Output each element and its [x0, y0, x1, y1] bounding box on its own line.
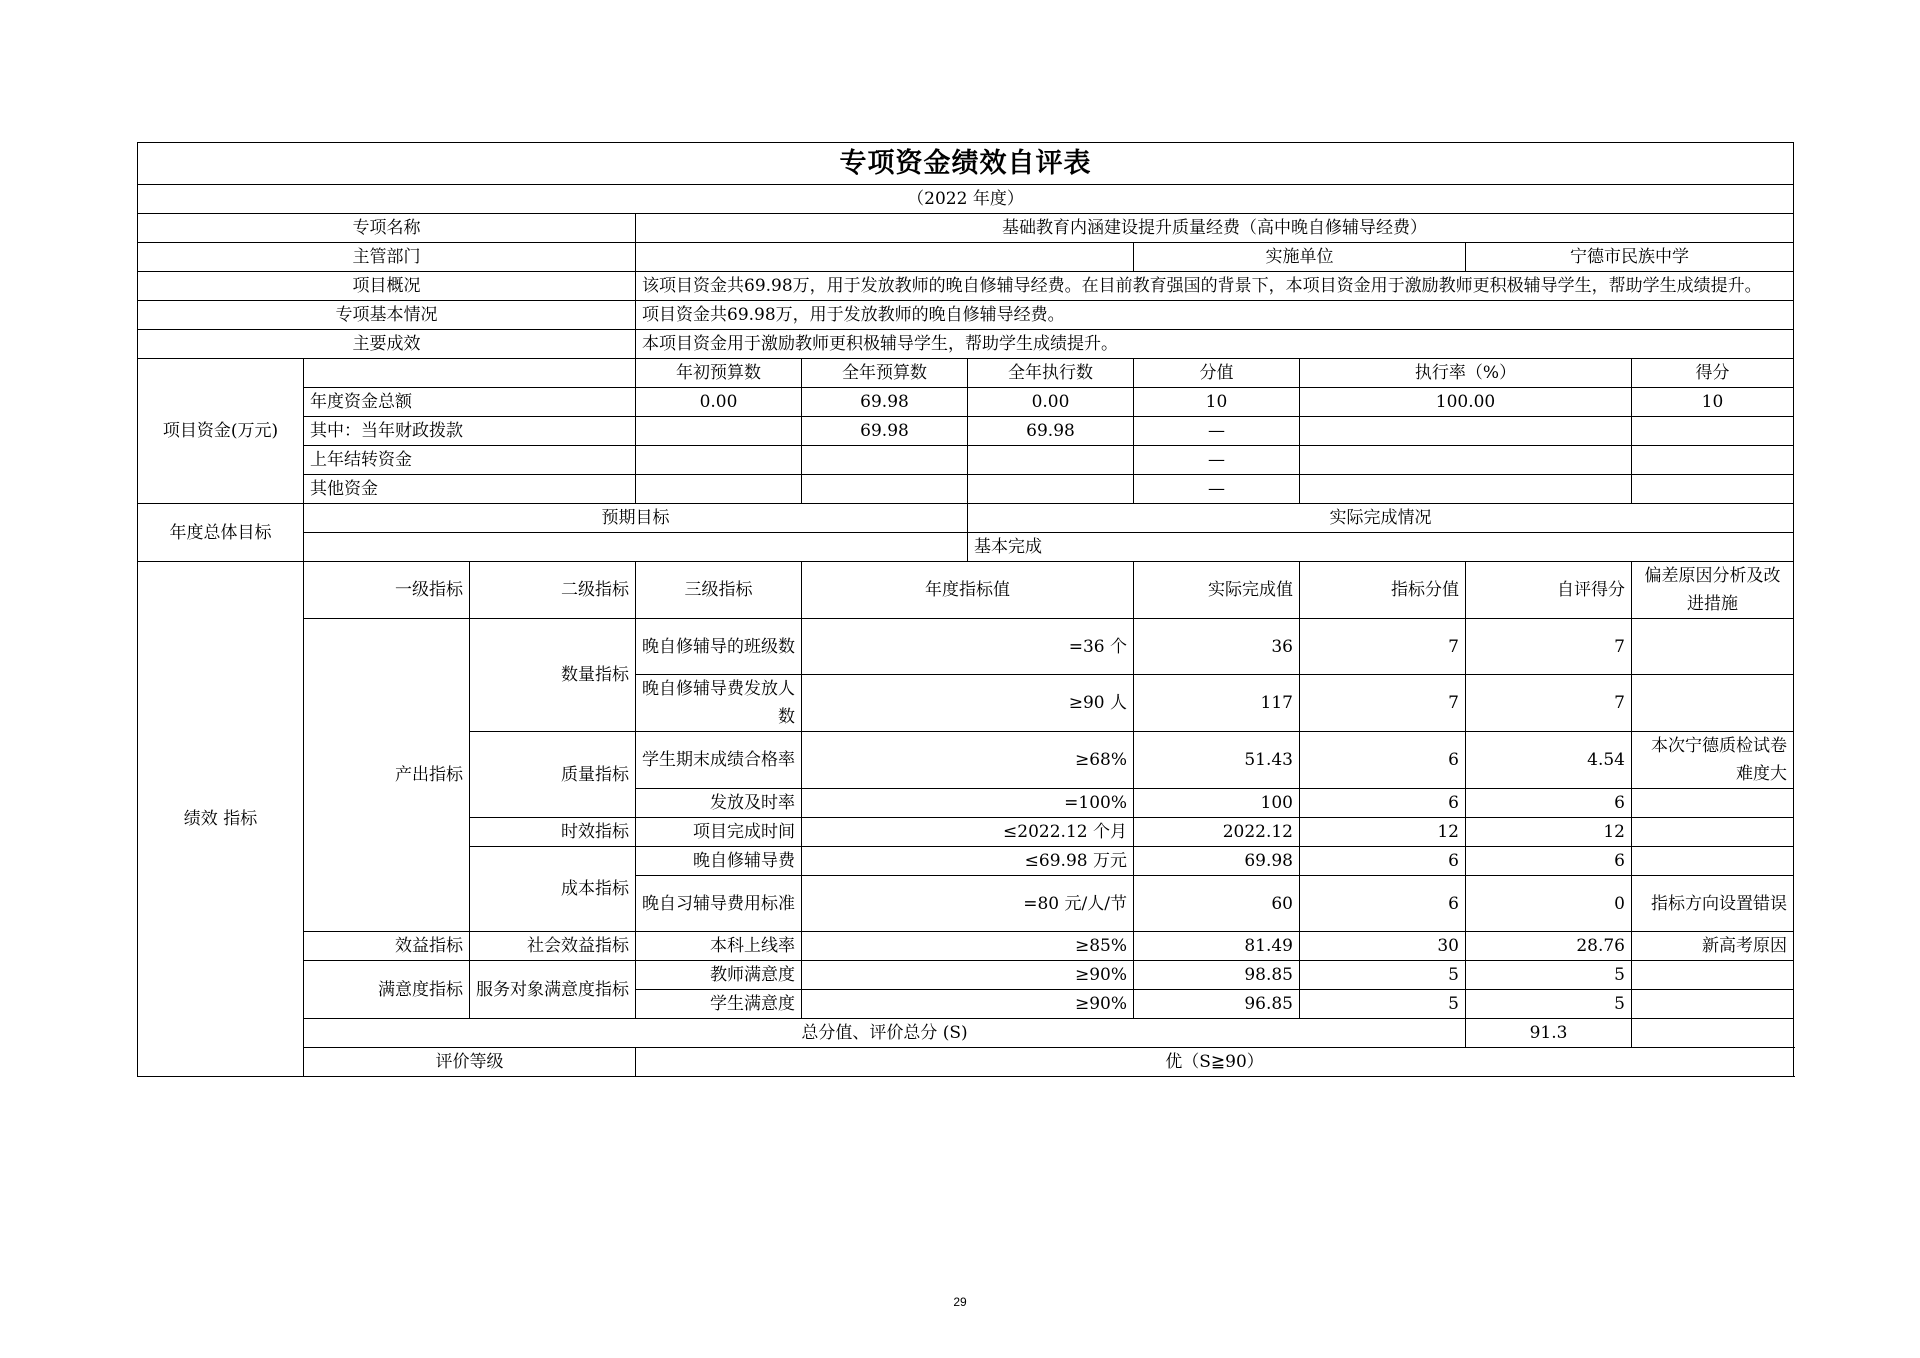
funds-score: 10: [1632, 388, 1794, 417]
funds-annual: 69.98: [802, 388, 968, 417]
funds-col-header: 年初预算数: [636, 359, 802, 388]
funds-annual: [802, 475, 968, 504]
funds-executed: [968, 446, 1134, 475]
indicator-target: ≤69.98 万元: [802, 847, 1134, 876]
funds-header-blank: [304, 359, 636, 388]
indicator-target: ≥90 人: [802, 675, 1134, 732]
funds-col-header: 分值: [1134, 359, 1300, 388]
indicator-score: 5: [1466, 961, 1632, 990]
funds-section-label: 项目资金(万元): [138, 359, 304, 504]
indicator-actual: 36: [1134, 619, 1300, 675]
indicator-weight: 6: [1300, 732, 1466, 789]
indicator-actual: 2022.12: [1134, 818, 1300, 847]
results-label: 主要成效: [138, 330, 636, 359]
indicator-note: 新高考原因: [1632, 932, 1794, 961]
indicator-target: ≥90%: [802, 990, 1134, 1019]
total-score-value: 91.3: [1466, 1019, 1632, 1048]
funds-executed: 69.98: [968, 417, 1134, 446]
department-value: [636, 243, 1134, 272]
indicator-note: 指标方向设置错误: [1632, 876, 1794, 932]
funds-weight: 10: [1134, 388, 1300, 417]
indicator-name: 晚自修辅导的班级数: [636, 619, 802, 675]
indicator-note: [1632, 619, 1794, 675]
perf-col-header: 自评得分: [1466, 562, 1632, 619]
indicator-target: ≤2022.12 个月: [802, 818, 1134, 847]
funds-weight: —: [1134, 446, 1300, 475]
indicator-actual: 98.85: [1134, 961, 1300, 990]
page-number: 29: [953, 1295, 967, 1309]
indicator-note: [1632, 961, 1794, 990]
indicator-actual: 81.49: [1134, 932, 1300, 961]
indicator-actual: 117: [1134, 675, 1300, 732]
perf-col-header: 指标分值: [1300, 562, 1466, 619]
indicator-score: 4.54: [1466, 732, 1632, 789]
level2-cost: 成本指标: [470, 847, 636, 932]
indicator-score: 7: [1466, 619, 1632, 675]
funds-initial: [636, 446, 802, 475]
indicator-score: 7: [1466, 675, 1632, 732]
funds-row-label: 其他资金: [304, 475, 636, 504]
indicator-actual: 60: [1134, 876, 1300, 932]
level2-quantity: 数量指标: [470, 619, 636, 732]
grade-value: 优（S≧90）: [636, 1048, 1794, 1077]
indicator-name: 教师满意度: [636, 961, 802, 990]
funds-initial: 0.00: [636, 388, 802, 417]
funds-row: [138, 475, 1794, 504]
overview-value: 该项目资金共69.98万，用于发放教师的晚自修辅导经费。在目前教育强国的背景下，本项目资金用于激励教师更积极辅导学生，帮助学生成绩提升。: [636, 272, 1794, 301]
funds-annual: 69.98: [802, 417, 968, 446]
indicator-name: 发放及时率: [636, 789, 802, 818]
indicator-actual: 96.85: [1134, 990, 1300, 1019]
goals-section-label: 年度总体目标: [138, 504, 304, 562]
indicator-target: =100%: [802, 789, 1134, 818]
perf-col-header: 一级指标: [304, 562, 470, 619]
funds-row-label: 其中：当年财政拨款: [304, 417, 636, 446]
unit-value: 宁德市民族中学: [1466, 243, 1794, 272]
indicator-target: =36 个: [802, 619, 1134, 675]
indicator-name: 晚自习辅导费用标准: [636, 876, 802, 932]
unit-label: 实施单位: [1134, 243, 1466, 272]
indicator-note: [1632, 847, 1794, 876]
perf-col-header: 二级指标: [470, 562, 636, 619]
indicator-weight: 5: [1300, 961, 1466, 990]
funds-row: [138, 417, 1794, 446]
funds-rate: [1300, 446, 1632, 475]
perf-col-header: 实际完成值: [1134, 562, 1300, 619]
indicator-note: [1632, 990, 1794, 1019]
department-label: 主管部门: [138, 243, 636, 272]
indicator-name: 本科上线率: [636, 932, 802, 961]
level1-satisfaction: 满意度指标: [304, 961, 470, 1019]
expected-goal-label: 预期目标: [304, 504, 968, 533]
actual-goal-label: 实际完成情况: [968, 504, 1794, 533]
indicator-name: 项目完成时间: [636, 818, 802, 847]
indicator-weight: 7: [1300, 675, 1466, 732]
level2-quality: 质量指标: [470, 732, 636, 818]
grade-label: 评价等级: [304, 1048, 636, 1077]
indicator-weight: 30: [1300, 932, 1466, 961]
table-row: [138, 932, 1794, 961]
indicator-actual: 51.43: [1134, 732, 1300, 789]
funds-row-label: 年度资金总额: [304, 388, 636, 417]
results-value: 本项目资金用于激励教师更积极辅导学生，帮助学生成绩提升。: [636, 330, 1794, 359]
perf-col-header: 年度指标值: [802, 562, 1134, 619]
indicator-target: ≥68%: [802, 732, 1134, 789]
funds-rate: [1300, 475, 1632, 504]
indicator-weight: 6: [1300, 847, 1466, 876]
page-title: 专项资金绩效自评表: [138, 143, 1794, 185]
overview-label: 项目概况: [138, 272, 636, 301]
indicator-actual: 69.98: [1134, 847, 1300, 876]
actual-goal-value: 基本完成: [968, 533, 1794, 562]
funds-weight: —: [1134, 475, 1300, 504]
basic-info-label: 专项基本情况: [138, 301, 636, 330]
funds-executed: 0.00: [968, 388, 1134, 417]
indicator-note: 本次宁德质检试卷难度大: [1632, 732, 1794, 789]
project-name-value: 基础教育内涵建设提升质量经费（高中晚自修辅导经费）: [636, 214, 1794, 243]
indicator-score: 6: [1466, 789, 1632, 818]
indicator-score: 0: [1466, 876, 1632, 932]
level2-timeliness: 时效指标: [470, 818, 636, 847]
level2-social-benefit: 社会效益指标: [470, 932, 636, 961]
funds-initial: [636, 417, 802, 446]
funds-score: [1632, 475, 1794, 504]
level1-output: 产出指标: [304, 619, 470, 932]
indicator-weight: 6: [1300, 876, 1466, 932]
funds-weight: —: [1134, 417, 1300, 446]
indicator-note: [1632, 818, 1794, 847]
table-row: [138, 961, 1794, 990]
total-score-label: 总分值、评价总分 (S): [304, 1019, 1466, 1048]
indicator-note: [1632, 789, 1794, 818]
indicator-name: 晚自修辅导费发放人数: [636, 675, 802, 732]
level1-benefit: 效益指标: [304, 932, 470, 961]
indicator-weight: 5: [1300, 990, 1466, 1019]
funds-score: [1632, 417, 1794, 446]
funds-annual: [802, 446, 968, 475]
indicator-name: 学生满意度: [636, 990, 802, 1019]
funds-rate: [1300, 417, 1632, 446]
funds-executed: [968, 475, 1134, 504]
funds-col-header: 全年预算数: [802, 359, 968, 388]
indicator-name: 学生期末成绩合格率: [636, 732, 802, 789]
funds-row-label: 上年结转资金: [304, 446, 636, 475]
indicator-actual: 100: [1134, 789, 1300, 818]
perf-col-header: 偏差原因分析及改进措施: [1632, 562, 1794, 619]
indicator-name: 晚自修辅导费: [636, 847, 802, 876]
indicator-weight: 12: [1300, 818, 1466, 847]
funds-col-header: 执行率（%）: [1300, 359, 1632, 388]
expected-goal-value: [304, 533, 968, 562]
total-score-blank: [1632, 1019, 1794, 1048]
indicator-note: [1632, 675, 1794, 732]
indicator-score: 5: [1466, 990, 1632, 1019]
indicator-target: ≥85%: [802, 932, 1134, 961]
funds-col-header: 得分: [1632, 359, 1794, 388]
perf-col-header: 三级指标: [636, 562, 802, 619]
indicator-target: ≥90%: [802, 961, 1134, 990]
indicator-score: 12: [1466, 818, 1632, 847]
indicator-target: =80 元/人/节: [802, 876, 1134, 932]
year-label: （2022 年度）: [138, 185, 1794, 214]
basic-info-value: 项目资金共69.98万，用于发放教师的晚自修辅导经费。: [636, 301, 1794, 330]
funds-score: [1632, 446, 1794, 475]
indicator-score: 6: [1466, 847, 1632, 876]
funds-rate: 100.00: [1300, 388, 1632, 417]
funds-row: [138, 388, 1794, 417]
funds-row: [138, 446, 1794, 475]
indicator-score: 28.76: [1466, 932, 1632, 961]
table-row: [138, 619, 1794, 675]
indicator-weight: 7: [1300, 619, 1466, 675]
indicator-weight: 6: [1300, 789, 1466, 818]
funds-initial: [636, 475, 802, 504]
project-name-label: 专项名称: [138, 214, 636, 243]
performance-evaluation-table: [137, 142, 1794, 1077]
level2-service-satisfaction: 服务对象满意度指标: [470, 961, 636, 1019]
performance-section-label: 绩效 指标: [138, 562, 304, 1077]
funds-col-header: 全年执行数: [968, 359, 1134, 388]
